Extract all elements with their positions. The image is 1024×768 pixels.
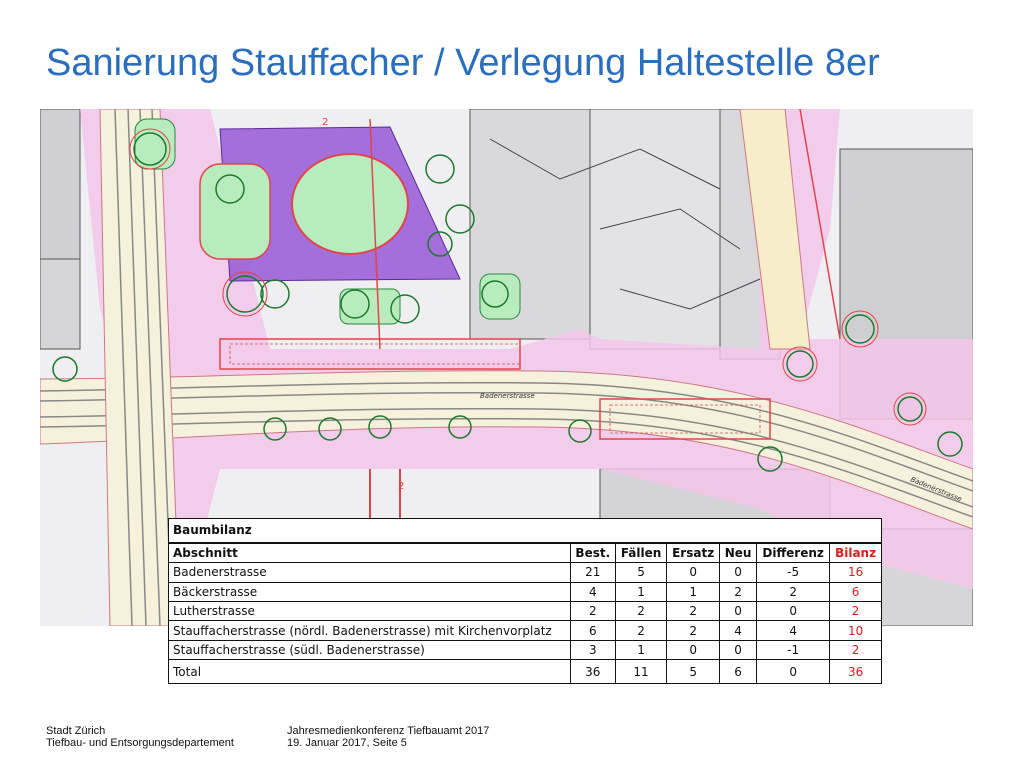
table-cell: 21 [570, 563, 615, 582]
table-cell: 36 [830, 660, 882, 684]
header-cell: Fällen [615, 543, 666, 563]
table-cell: 2 [720, 582, 757, 601]
street-label: Badenerstrasse [480, 392, 535, 400]
table-cell: 5 [615, 563, 666, 582]
table-cell: 2 [667, 602, 720, 621]
table-row [169, 582, 882, 601]
table-cell: 0 [720, 640, 757, 659]
header-cell: Ersatz [667, 543, 720, 563]
table-cell: 0 [757, 660, 830, 684]
table-cell: 4 [720, 621, 757, 640]
table-cell: 0 [720, 602, 757, 621]
table-cell: 11 [615, 660, 666, 684]
table-cell: 2 [615, 602, 666, 621]
table-cell: 2 [757, 582, 830, 601]
table-header-row [169, 543, 882, 563]
table-cell: 6 [570, 621, 615, 640]
table-cell: 2 [570, 602, 615, 621]
table-cell: -1 [757, 640, 830, 659]
table-cell: 6 [830, 582, 882, 601]
table-cell: 0 [720, 563, 757, 582]
table-cell: 4 [757, 621, 830, 640]
table-cell: 6 [720, 660, 757, 684]
table-cell: 1 [615, 640, 666, 659]
street-label-2: Badenerstrasse [909, 475, 963, 504]
table-cell: -5 [757, 563, 830, 582]
table-caption: Baumbilanz [169, 519, 882, 543]
table-cell: 1 [667, 582, 720, 601]
page-title: Sanierung Stauffacher / Verlegung Haltestelle 8er [46, 42, 880, 84]
table-cell: Total [169, 660, 571, 684]
table-row [169, 640, 882, 659]
header-cell: Neu [720, 543, 757, 563]
table-row [169, 621, 882, 640]
header-cell: Differenz [757, 543, 830, 563]
baumbilanz-table [168, 518, 882, 684]
header-cell: Abschnitt [169, 543, 571, 563]
footer-left [46, 725, 234, 749]
footer-department: Tiefbau- und Entsorgungsdepartement [46, 737, 234, 749]
table-row [169, 602, 882, 621]
table-cell: Badenerstrasse [169, 563, 571, 582]
table-cell: 2 [667, 621, 720, 640]
footer-event: Jahresmedienkonferenz Tiefbauamt 2017 [287, 725, 490, 737]
table-cell: 1 [615, 582, 666, 601]
table-cell: 0 [757, 602, 830, 621]
table-cell: 5 [667, 660, 720, 684]
table-cell: Bäckerstrasse [169, 582, 571, 601]
table-cell: 36 [570, 660, 615, 684]
marker-label-2: 2 [398, 481, 405, 492]
footer-date-page: 19. Januar 2017, Seite 5 [287, 737, 407, 749]
table-cell: 10 [830, 621, 882, 640]
header-cell: Best. [570, 543, 615, 563]
header-cell: Bilanz [830, 543, 882, 563]
table-cell: 3 [570, 640, 615, 659]
table-cell: Lutherstrasse [169, 602, 571, 621]
table-cell: Stauffacherstrasse (südl. Badenerstrasse) [169, 640, 571, 659]
table-total-row [169, 660, 882, 684]
table-cell: 4 [570, 582, 615, 601]
footer-right [287, 725, 489, 749]
table-cell: 2 [830, 640, 882, 659]
table-cell: 2 [830, 602, 882, 621]
table-cell: 2 [615, 621, 666, 640]
table-cell: Stauffacherstrasse (nördl. Badenerstrasse) mit Kirchenvorplatz [169, 621, 571, 640]
footer-org: Stadt Zürich [46, 725, 106, 737]
table-cell: 0 [667, 640, 720, 659]
table-cell: 16 [830, 563, 882, 582]
table-cell: 0 [667, 563, 720, 582]
marker-label: 2 [322, 117, 329, 128]
table-row [169, 563, 882, 582]
